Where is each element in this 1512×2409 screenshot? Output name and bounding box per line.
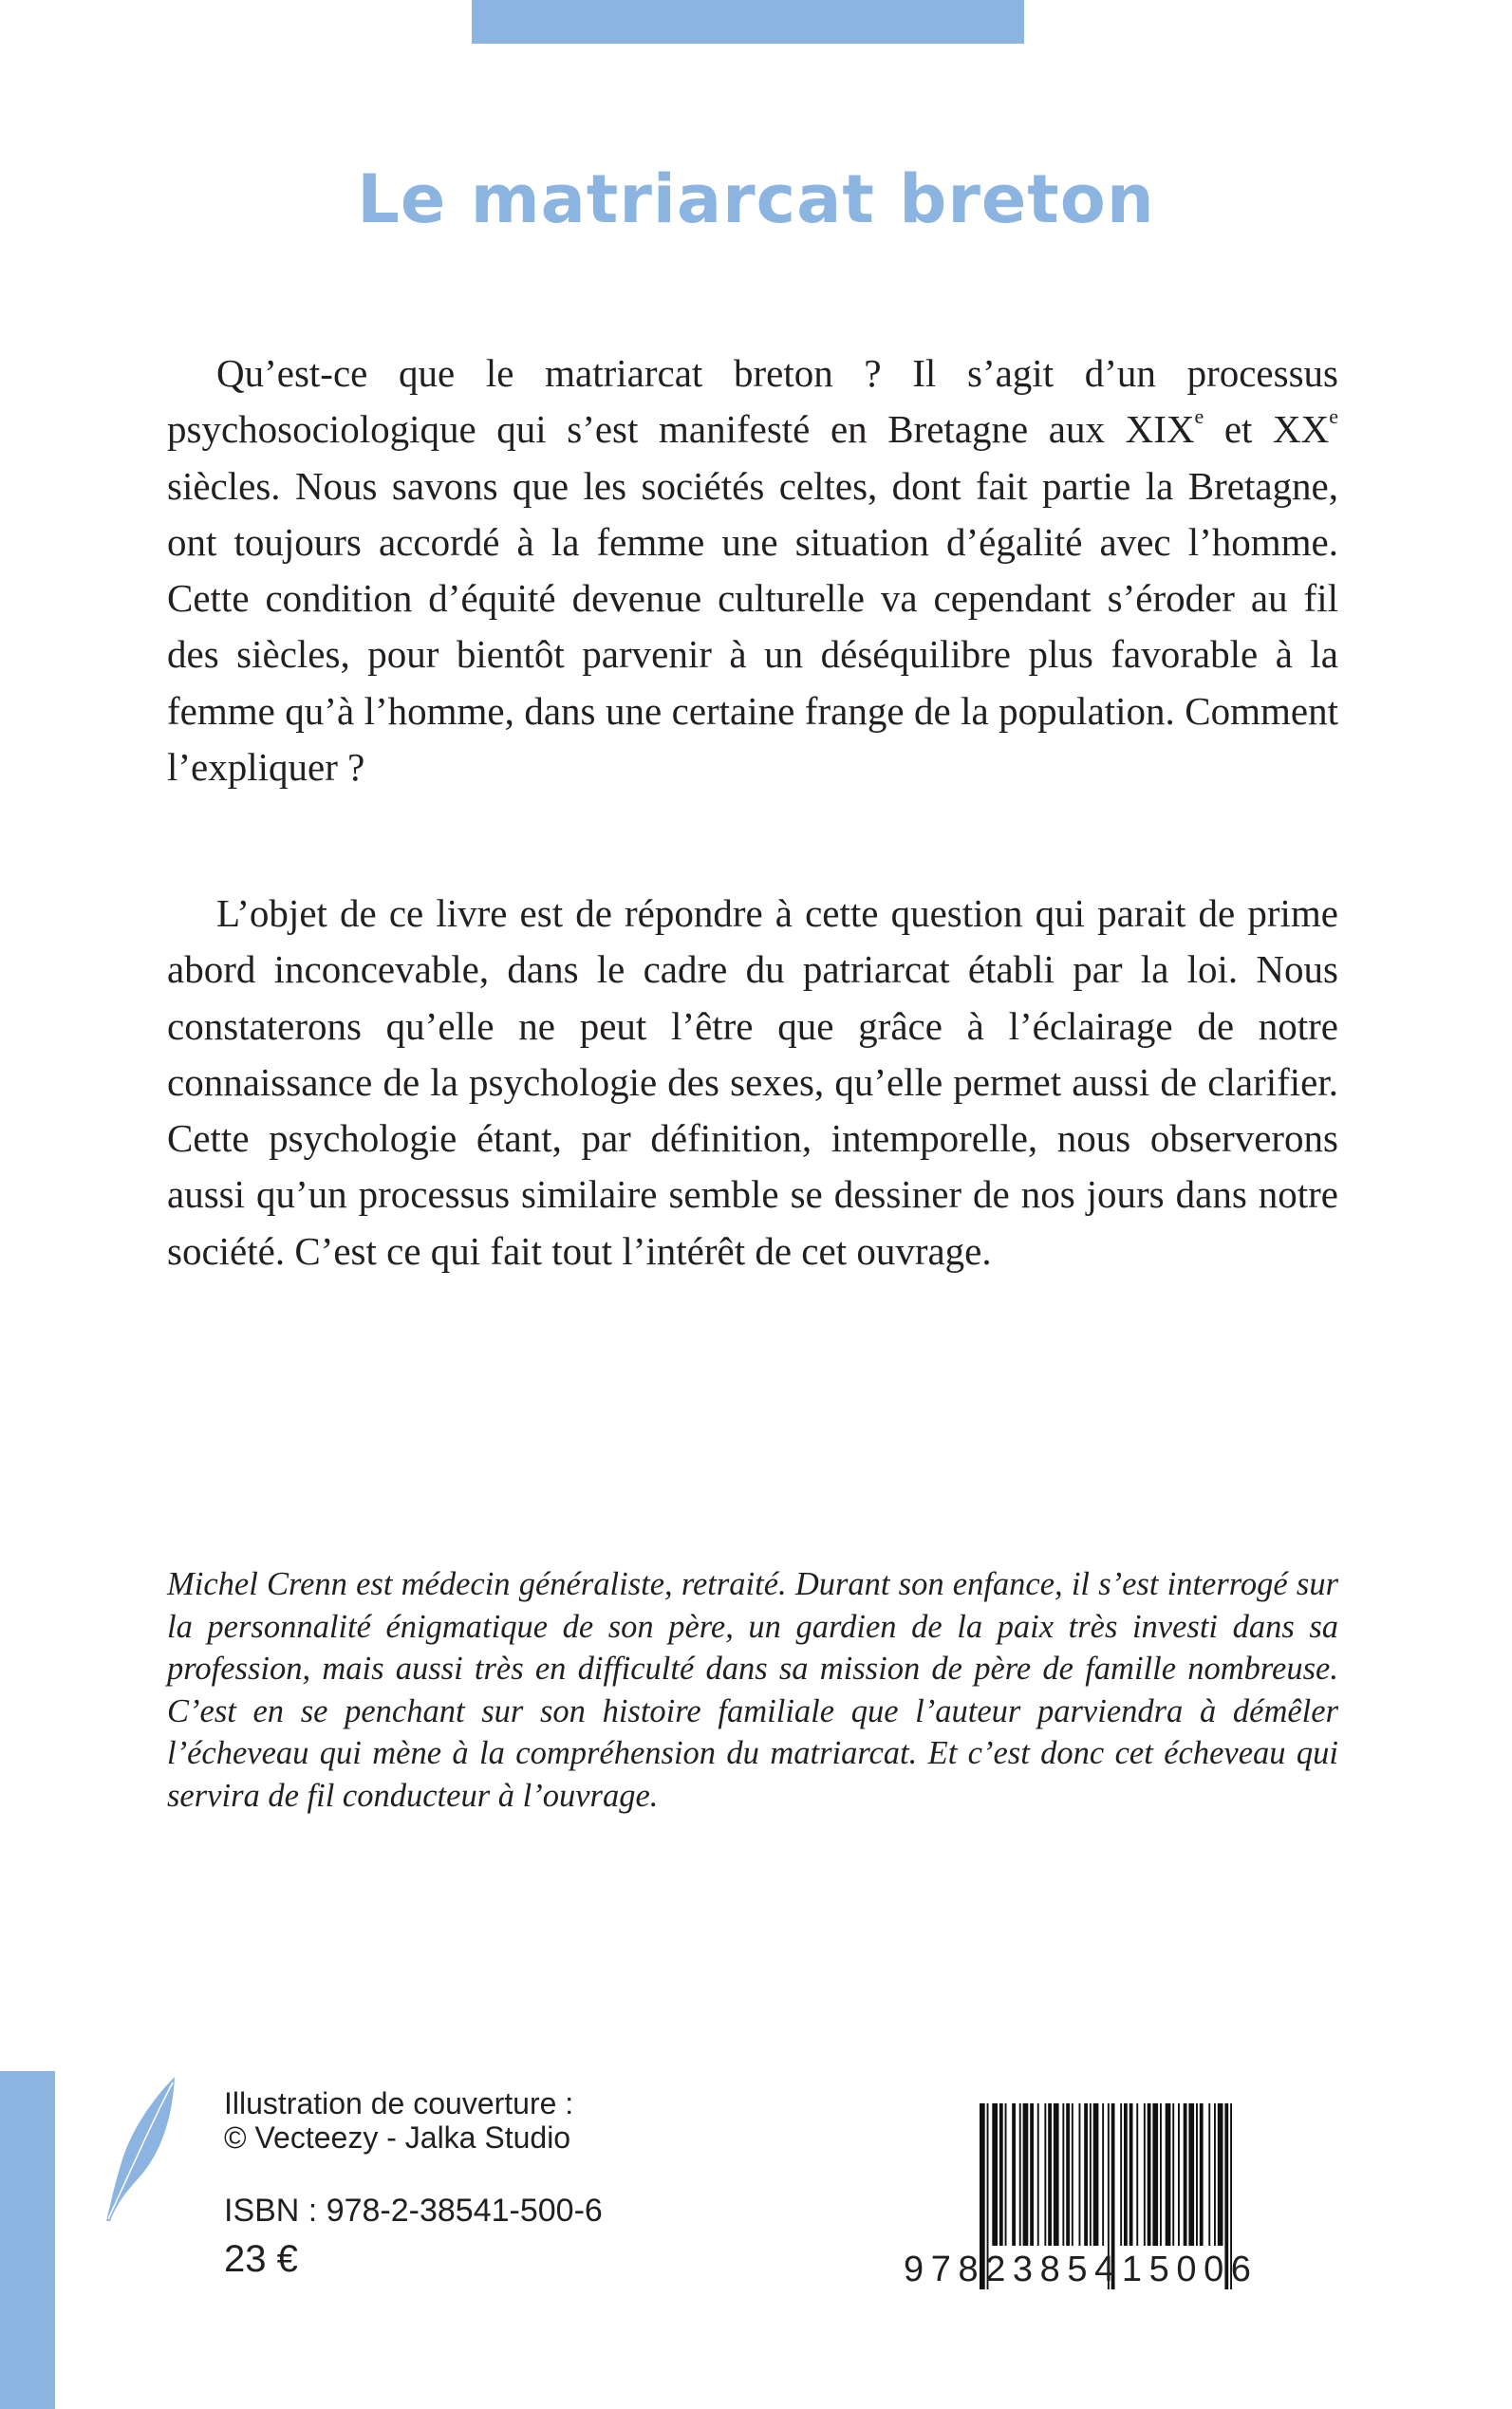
- superscript-e: e: [1194, 404, 1204, 429]
- feather-icon: [104, 2075, 180, 2223]
- barcode-bar: [1218, 2103, 1223, 2246]
- barcode-bar: [1066, 2103, 1070, 2246]
- author-name: Michel Crenn: [167, 1566, 347, 1602]
- barcode-bar: [1196, 2103, 1198, 2246]
- barcode-bar: [1023, 2103, 1029, 2246]
- barcode-bar: [1178, 2103, 1180, 2246]
- top-accent-bar: [472, 0, 1024, 44]
- superscript-e: e: [1329, 404, 1338, 429]
- barcode-bar: [1166, 2103, 1171, 2246]
- barcode-bar: [1214, 2103, 1216, 2246]
- barcode-bar: [992, 2103, 998, 2246]
- barcode-bar: [1102, 2103, 1104, 2246]
- barcode-bar: [1188, 2103, 1194, 2246]
- summary-paragraph-2: L’objet de ce livre est de répondre à cette question qui parait de prime abord inconcevable, dans le cadre du patriarcat établi par la loi. Nous constaterons qu’elle ne peut l’être que grâce à l’éclairage de notre connaissance de la psychologie des sexes, qu’elle permet aussi de clarifier. Cette psychologie étant, par définition, intemporelle, nous observerons aussi qu’un processus similaire semble se dessiner de nos jours dans notre société. C’est ce qui fait tout l’intérêt de cet ouvrage.: [167, 891, 1338, 1273]
- barcode-bar: [1124, 2103, 1128, 2246]
- barcode-bar: [1208, 2103, 1210, 2246]
- barcode-bar: [1054, 2103, 1059, 2246]
- credit-source: © Vecteezy - Jalka Studio: [224, 2120, 571, 2155]
- barcode-bar: [1005, 2103, 1007, 2246]
- summary-text-part-2: et XX: [1204, 407, 1330, 452]
- barcode-bar: [1120, 2103, 1122, 2246]
- barcode-bar: [1012, 2103, 1016, 2246]
- credit-label: Illustration de couverture :: [224, 2086, 574, 2120]
- cover-illustration-credit: [224, 2086, 573, 2155]
- author-bio-text: est médecin généraliste, retraité. Durant son enfance, il s’est interrogé sur la personnalité énigmatique de son père, un gardien de la paix très investi dans sa profession, mais aussi très en difficulté dans sa mission de père de famille nombreuse. C’est en se penchant sur son histoire familiale que l’auteur parviendra à démêler l’écheveau qui mène à la compréhension du matriarcat. Et c’est donc cet écheveau qui servira de fil conducteur à l’ouvrage.: [167, 1566, 1338, 1814]
- barcode-bar: [1184, 2103, 1187, 2246]
- barcode-bar: [1062, 2103, 1064, 2246]
- summary-text-part-3: siècles. Nous savons que les sociétés celtes, dont fait partie la Bretagne, ont toujours accordé à la femme une situation d’égalité avec l’homme. Cette condition d’équité devenue culturelle va cependant s’éroder au fil des siècles, pour bientôt parvenir à un déséquilibre plus favorable à la femme qu’à l’homme, dans une certaine frange de la population. Comment l’expliquer ?: [167, 463, 1338, 790]
- barcode-bar: [1019, 2103, 1021, 2246]
- barcode-bar: [1148, 2103, 1151, 2246]
- book-title: Le matriarcat breton: [357, 159, 1155, 238]
- side-accent-bar: [0, 2071, 55, 2409]
- barcode-bar: [1172, 2103, 1174, 2246]
- barcode-bar: [999, 2103, 1003, 2246]
- barcode-bar: [1093, 2103, 1099, 2246]
- barcode-bar: [1200, 2103, 1204, 2246]
- barcode-bar: [1037, 2103, 1039, 2246]
- barcode-bar: [1144, 2103, 1146, 2246]
- barcode-bar: [1084, 2103, 1088, 2246]
- barcode-bar: [1044, 2103, 1046, 2246]
- barcode-bar: [1160, 2103, 1162, 2246]
- summary-text-part-1: Qu’est-ce que le matriarcat breton ? Il s’agit d’un processus psychosociologique qui s’est manifesté en Bretagne aux XIX: [167, 351, 1338, 452]
- barcode-bar: [1129, 2103, 1133, 2246]
- barcode-bar: [1090, 2103, 1092, 2246]
- isbn: ISBN : 978-2-38541-500-6: [224, 2193, 603, 2229]
- barcode-bar: [1079, 2103, 1081, 2246]
- barcode-bar: [1030, 2103, 1034, 2246]
- barcode-bar: [1136, 2103, 1138, 2246]
- summary-paragraph-1: [167, 345, 1338, 795]
- barcode-number: 9782385415006: [904, 2250, 1259, 2289]
- price: 23 €: [224, 2238, 298, 2280]
- author-bio: [167, 1563, 1338, 1817]
- barcode-bar: [1048, 2103, 1052, 2246]
- barcode-bar: [1072, 2103, 1073, 2246]
- barcode-bar: [1152, 2103, 1158, 2246]
